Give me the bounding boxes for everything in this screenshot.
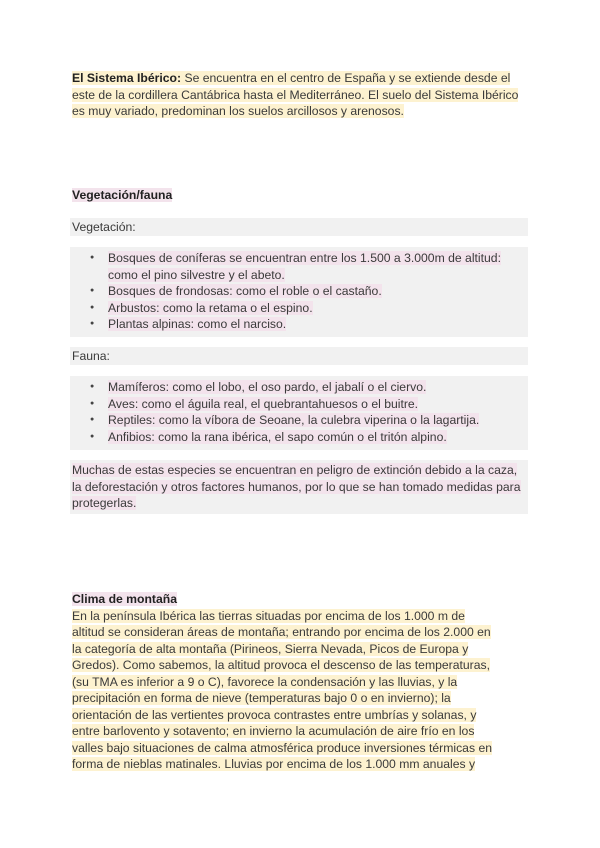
section-clima-montana bbox=[72, 591, 497, 773]
vegetacion-list bbox=[90, 250, 505, 333]
vegetacion-label: Vegetación: bbox=[72, 220, 136, 234]
section-text: Se encuentra en el centro de España y se extiende desde el este de la cordillera Cantábrica hasta el Mediterráneo. El suelo del Sistema Ibérico es muy variado, predominan los suelos arcillosos y arenosos. bbox=[72, 71, 519, 118]
section-text: En la península Ibérica las tierras situadas por encima de los 1.000 m de altitud se consideran áreas de montaña; entrando por encima de los 2.000 en la categoría de alta montaña (Pirineos, Sierra Nevada, Picos de Europa y Gredos). Como sabemos, la altitud provoca el descenso de las temperaturas, (su TMA es inferior a 9 o C), favorece la condensación y las lluvias, y la precipitación en forma de nieve (temperaturas bajo 0 o en invierno); la orientación de las vertientes provoca contrastes entre umbrías y solanas, y entre barlovento y sotavento; en invierno la acumulación de aire frío en los valles bajo situaciones de calma atmosférica produce inversiones térmicas en forma de nieblas matinales. Lluvias por encima de los 1.000 mm anuales y bbox=[72, 608, 492, 771]
section-sistema-iberico bbox=[72, 70, 522, 120]
fauna-paragraph: Muchas de estas especies se encuentran en peligro de extinción debido a la caza, la deforestación y otros factores humanos, por lo que se han tomado medidas para protegerlas. bbox=[72, 463, 521, 510]
list-item: ● Aves: como el águila real, el quebrantahuesos o el buitre. bbox=[90, 396, 510, 413]
list-item: ● Anfibios: como la rana ibérica, el sapo común o el tritón alpino. bbox=[90, 429, 510, 446]
list-item: ● Bosques de coníferas se encuentran entre los 1.500 a 3.000m de altitud: como el pino silvestre y el abeto. bbox=[90, 250, 505, 283]
list-item: ● Mamíferos: como el lobo, el oso pardo, el jabalí o el ciervo. bbox=[90, 379, 510, 396]
fauna-list bbox=[90, 379, 510, 445]
fauna-label: Fauna: bbox=[72, 349, 110, 363]
list-item: ● Bosques de frondosas: como el roble o el castaño. bbox=[90, 283, 505, 300]
vegetacion-label-band bbox=[70, 218, 528, 236]
section-title: Vegetación/fauna bbox=[72, 188, 173, 202]
section-vegetacion-fauna-title bbox=[72, 187, 172, 204]
list-item: ● Plantas alpinas: como el narciso. bbox=[90, 316, 505, 333]
section-title: Clima de montaña bbox=[72, 592, 177, 606]
list-item: ● Reptiles: como la víbora de Seoane, la culebra viperina o la lagartija. bbox=[90, 412, 510, 429]
section-title: El Sistema Ibérico: bbox=[72, 71, 182, 85]
list-item: ● Arbustos: como la retama o el espino. bbox=[90, 300, 505, 317]
fauna-label-band bbox=[70, 347, 528, 365]
